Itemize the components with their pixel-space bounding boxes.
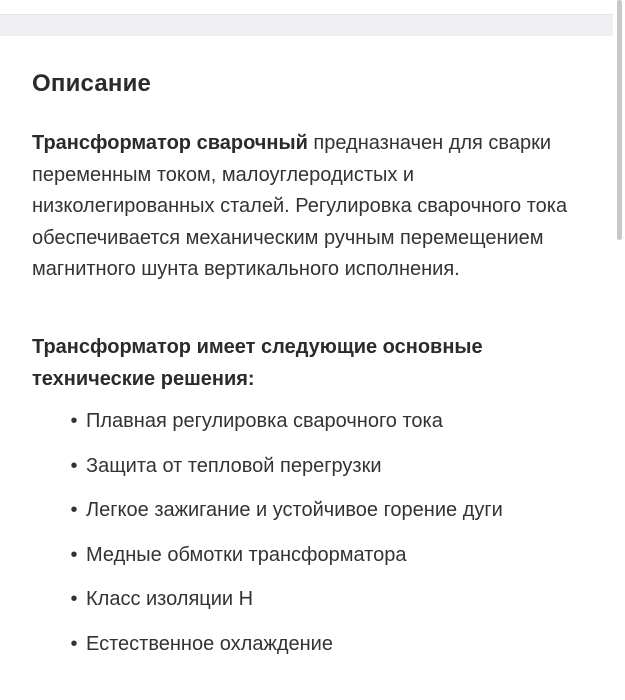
list-item-text: Класс изоляции Н xyxy=(86,588,254,610)
previous-card xyxy=(0,0,614,15)
bullet-icon: • xyxy=(70,588,78,610)
features-list xyxy=(32,406,592,673)
list-item-text: Медные обмотки трансформатора xyxy=(86,543,407,566)
description-paragraph xyxy=(32,128,592,286)
features-heading: Трансформатор имеет следующие основные технические решения: xyxy=(32,336,483,390)
scrollbar-thumb[interactable] xyxy=(617,36,622,240)
list-item-text: Легкое зажигание и устойчивое горение дуги xyxy=(86,499,503,521)
list-item-text: Плавная регулировка сварочного тока xyxy=(86,410,443,432)
bullet-icon: • xyxy=(70,454,78,477)
list-item xyxy=(32,451,592,483)
bullet-icon: • xyxy=(70,632,78,655)
bullet-icon: • xyxy=(70,410,78,432)
list-item xyxy=(32,540,592,572)
description-lead: Трансформатор сварочный xyxy=(32,132,308,154)
description-text: предназначен для сварки переменным током, малоуглеродистых и низколегированных сталей. Регулировка сварочного тока обеспечивается механическим ручным перемещением магнитного шунта вертикального исполнения. xyxy=(32,132,568,280)
scrollbar-thumb-top[interactable] xyxy=(617,0,622,40)
section-title: Описание xyxy=(32,70,152,97)
list-item xyxy=(32,584,592,616)
bullet-icon: • xyxy=(70,499,78,521)
list-item xyxy=(32,406,592,438)
bullet-icon: • xyxy=(70,543,78,566)
scrollbar[interactable] xyxy=(613,0,625,700)
list-item-text: Защита от тепловой перегрузки xyxy=(86,454,382,477)
list-item xyxy=(32,629,592,661)
list-item-text: Естественное охлаждение xyxy=(86,632,333,655)
description-card xyxy=(0,36,614,700)
list-item xyxy=(32,495,592,527)
